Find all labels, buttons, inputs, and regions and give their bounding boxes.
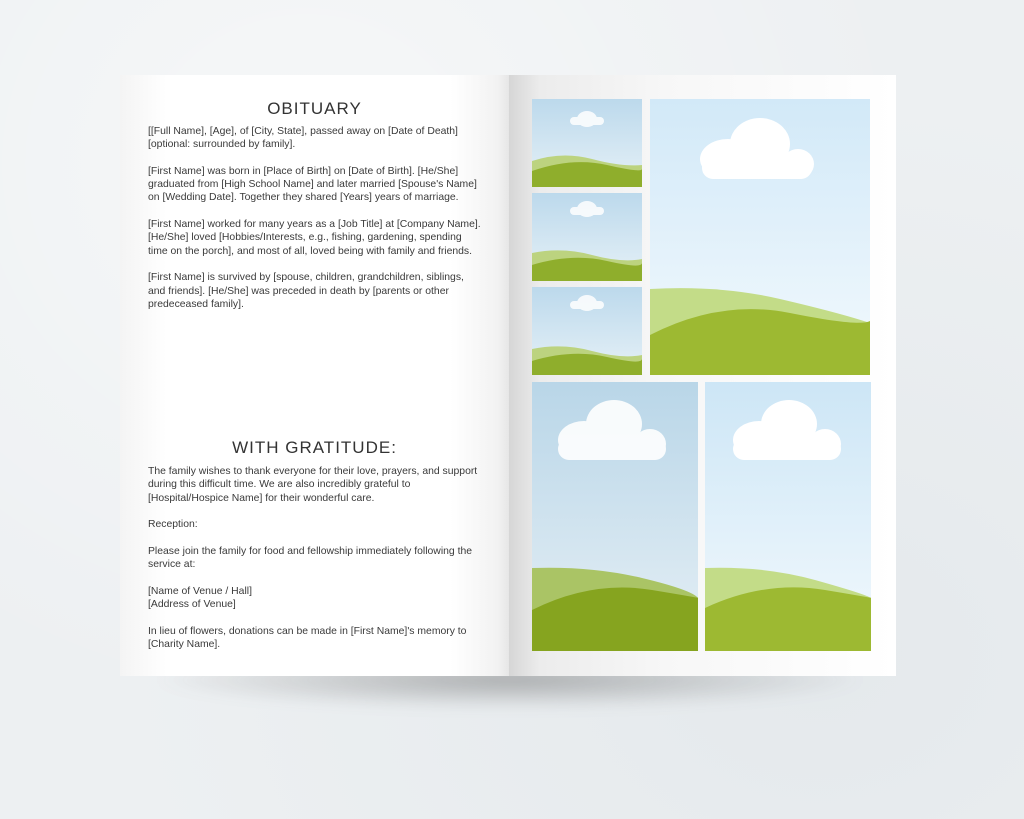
brochure (120, 75, 896, 676)
obituary-paragraph: [First Name] was born in [Place of Birth] on [Date of Birth]. [He/She] graduated from [High School Name] and later married [Spouse's Name] on [Wedding Date]. Together they shared [Years] years of marriage. (148, 165, 477, 204)
photo-bottom-right (705, 382, 871, 651)
landscape-placeholder-icon (532, 287, 642, 375)
gratitude-text (148, 465, 483, 664)
photo-small-1 (532, 99, 642, 187)
gratitude-paragraph: The family wishes to thank everyone for their love, prayers, and support during this difficult time. We are also incredibly grateful to [Hospital/Hospice Name] for their wonderful care. (148, 466, 478, 504)
gratitude-paragraph: [Name of Venue / Hall] [Address of Venue] (148, 585, 252, 610)
right-page (509, 75, 896, 676)
obituary-paragraph: [First Name] worked for many years as a [Job Title] at [Company Name]. [He/She] loved [Hobbies/Interests, e.g., fishing, gardening, spending time on the porch], and most of all, loved being with family and friends. (148, 219, 481, 257)
obituary-paragraph: [[Full Name], [Age], of [City, State], passed away on [Date of Death] [optional: surrounded by family]. (148, 126, 458, 151)
gratitude-heading: WITH GRATITUDE: (232, 438, 397, 457)
landscape-placeholder-icon (532, 193, 642, 281)
obituary-paragraph: [First Name] is survived by [spouse, children, grandchildren, siblings, and friends]. [He/She] was preceded in death by [parents or other predeceased family]. (148, 272, 464, 310)
photo-small-2 (532, 193, 642, 281)
gratitude-paragraph: In lieu of flowers, donations can be made in [First Name]'s memory to [Charity Name]. (148, 625, 467, 650)
obituary-text (148, 125, 483, 324)
photo-bottom-left (532, 382, 698, 651)
landscape-placeholder-icon (705, 382, 871, 651)
obituary-heading: OBITUARY (267, 99, 362, 118)
gratitude-paragraph: Please join the family for food and fellowship immediately following the service at: (148, 545, 473, 571)
landscape-placeholder-icon (650, 99, 870, 375)
photo-large (650, 99, 870, 375)
left-page (120, 75, 509, 676)
photo-small-3 (532, 287, 642, 375)
landscape-placeholder-icon (532, 382, 698, 651)
landscape-placeholder-icon (532, 99, 642, 187)
gratitude-paragraph: Reception: (148, 519, 198, 531)
